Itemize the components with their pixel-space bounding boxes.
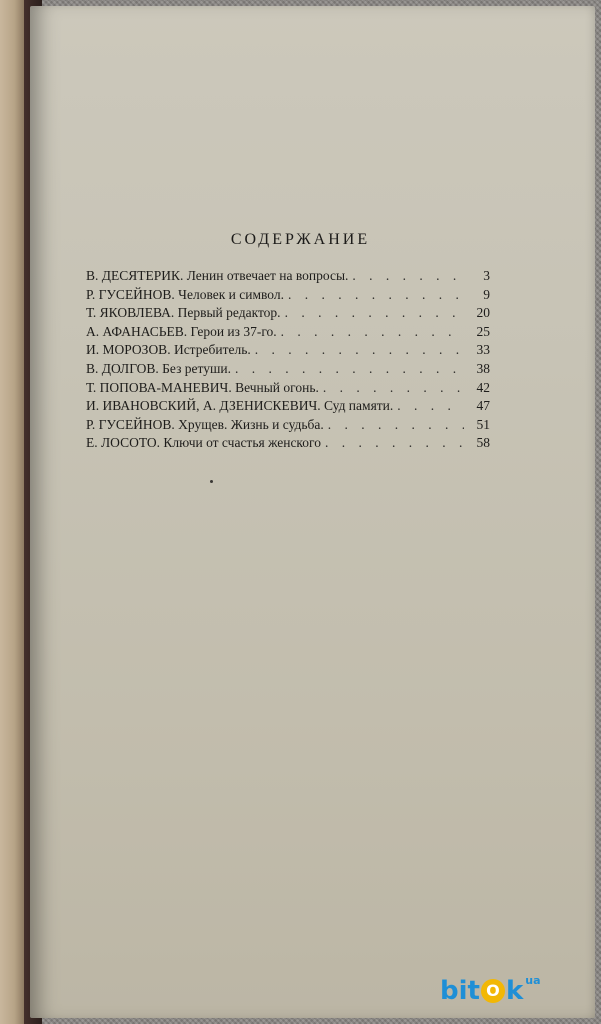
toc-page-number: 33 [476, 342, 490, 358]
toc-leader-dots [251, 342, 464, 358]
toc-entry [86, 287, 490, 306]
paper-speck [210, 480, 213, 483]
toc-leader-dots [393, 398, 464, 414]
toc-page-number: 47 [476, 398, 490, 414]
toc-entry [86, 305, 490, 324]
toc-entry-text: И. ИВАНОВСКИЙ, А. ДЗЕНИСКЕВИЧ. Суд памяти. [86, 398, 394, 414]
toc-entry-text: В. ДЕСЯТЕРИК. Ленин отвечает на вопросы. [86, 268, 349, 283]
toc-entry [86, 435, 490, 454]
toc-leader-dots [321, 435, 464, 451]
toc-leader-dots [231, 361, 464, 377]
toc-leader-dots [319, 380, 464, 396]
toc-page-number: 3 [483, 268, 490, 283]
toc-entry [86, 324, 490, 343]
toc-page-number: 38 [476, 360, 490, 376]
toc-leader-dots [281, 305, 464, 321]
toc-page-number: 51 [476, 416, 490, 432]
toc-page-number: 9 [483, 286, 490, 302]
toc-leader-dots [324, 417, 464, 433]
toc-entry-text: В. ДОЛГОВ. Без ретуши. [86, 360, 231, 376]
toc-entry-text: А. АФАНАСЬЕВ. Герои из 37-го. [86, 323, 277, 339]
toc-entry-text: И. МОРОЗОВ. Истребитель. [86, 342, 251, 358]
toc-entry-text: Т. ЯКОВЛЕВА. Первый редактор. [86, 305, 281, 321]
watermark-tld: ua [525, 974, 541, 987]
toc-entry [86, 342, 490, 361]
watermark-suffix: k [505, 976, 524, 1006]
toc-page-number: 42 [476, 379, 490, 395]
toc-entry-text: Р. ГУСЕЙНОВ. Хрущев. Жизнь и судьба. [86, 416, 324, 432]
toc-leader-dots [284, 287, 464, 303]
table-of-contents [86, 268, 490, 454]
toc-page-number: 58 [476, 435, 490, 451]
toc-page-number: 20 [476, 305, 490, 321]
toc-entry-text: Е. ЛОСОТО. Ключи от счастья женского [86, 435, 322, 451]
toc-entry [86, 361, 490, 380]
watermark-logo [440, 974, 541, 1008]
toc-entry [86, 268, 490, 287]
book-cover-edge [0, 0, 24, 1024]
watermark-o-icon: O [481, 979, 505, 1003]
toc-page-number: 25 [476, 323, 490, 339]
book-page [30, 6, 595, 1018]
watermark-prefix: bit [440, 976, 480, 1006]
page-title: СОДЕРЖАНИЕ [230, 231, 371, 248]
toc-leader-dots [277, 324, 464, 340]
toc-entry [86, 380, 490, 399]
toc-leader-dots [348, 268, 464, 284]
toc-entry [86, 417, 490, 436]
toc-entry-text: Р. ГУСЕЙНОВ. Человек и символ. [86, 286, 284, 302]
toc-entry-text: Т. ПОПОВА-МАНЕВИЧ. Вечный огонь. [86, 379, 319, 395]
toc-entry [86, 398, 490, 417]
